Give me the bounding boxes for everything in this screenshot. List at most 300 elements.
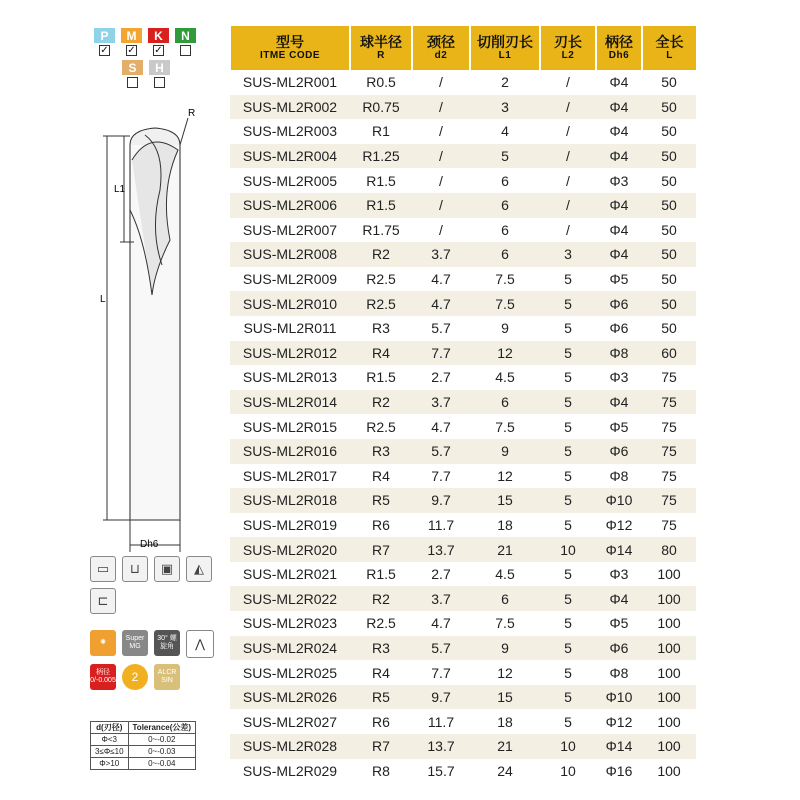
table-cell: Φ4: [596, 586, 642, 611]
table-cell: Φ4: [596, 144, 642, 169]
table-cell: 5.7: [412, 439, 470, 464]
table-cell: Φ8: [596, 341, 642, 366]
table-cell: SUS-ML2R016: [230, 439, 350, 464]
table-cell: SUS-ML2R009: [242, 271, 338, 288]
application-icons: [90, 556, 230, 620]
table-cell: 6: [501, 172, 509, 189]
table-cell: 5: [540, 439, 596, 464]
table-cell: 50: [642, 95, 696, 120]
table-cell: 75: [642, 488, 696, 513]
table-cell: R1.5: [350, 193, 412, 218]
table-cell: SUS-ML2R029: [242, 762, 338, 779]
table-cell: SUS-ML2R013: [242, 369, 338, 386]
table-cell: SUS-ML2R027: [242, 713, 338, 730]
tolerance-header-diameter: d(刃径): [91, 722, 129, 734]
alcrsin-coating-badge: [154, 664, 180, 690]
table-cell: 5: [540, 341, 596, 366]
table-cell: 11.7: [427, 516, 455, 533]
table-cell: SUS-ML2R012: [230, 341, 350, 366]
table-cell: 50: [642, 291, 696, 316]
table-row: [230, 365, 696, 390]
face-milling-icon: ▣: [154, 556, 180, 582]
table-cell: /: [439, 74, 443, 91]
table-cell: /: [566, 123, 570, 140]
table-cell: 5: [564, 516, 572, 533]
table-cell: R2.5: [350, 291, 412, 316]
grade-letter: H: [149, 60, 170, 75]
end-mill-drawing: [90, 100, 220, 560]
grade-n: [175, 28, 196, 56]
table-cell: 50: [642, 242, 696, 267]
material-grades: [94, 28, 206, 92]
table-cell: R6: [372, 713, 390, 730]
table-cell: 5.7: [412, 636, 470, 661]
table-cell: 3.7: [412, 586, 470, 611]
table-row: [230, 119, 696, 144]
table-cell: Φ6: [609, 320, 629, 337]
table-cell: 6: [470, 586, 540, 611]
table-cell: R4: [372, 467, 390, 484]
table-cell: 4.7: [431, 615, 451, 632]
checked-box-icon: ✓: [100, 45, 109, 56]
table-cell: R5: [350, 488, 412, 513]
table-cell: Φ10: [596, 488, 642, 513]
table-cell: Φ5: [609, 418, 629, 435]
column-header-en: Dh6: [608, 50, 630, 61]
table-cell: 12: [497, 664, 513, 681]
table-cell: 5: [540, 636, 596, 661]
table-cell: 5: [540, 390, 596, 415]
table-cell: 100: [642, 734, 696, 759]
two-flute-badge: [122, 664, 148, 690]
table-cell: /: [439, 172, 443, 189]
table-cell: 100: [642, 586, 696, 611]
table-cell: 13.7: [412, 537, 470, 562]
table-cell: 7.7: [431, 467, 451, 484]
tolerance-cell: Φ>10: [91, 758, 129, 770]
table-cell: R4: [372, 664, 390, 681]
table-cell: SUS-ML2R017: [242, 467, 338, 484]
table-cell: 7.5: [495, 615, 515, 632]
column-header-zh: 柄径: [605, 34, 633, 50]
table-cell: 75: [642, 439, 696, 464]
table-cell: Φ16: [605, 762, 633, 779]
table-cell: SUS-ML2R005: [242, 172, 338, 189]
table-cell: 4.7: [412, 291, 470, 316]
table-cell: 50: [661, 320, 677, 337]
table-cell: SUS-ML2R024: [230, 636, 350, 661]
feature-badges: [90, 630, 230, 696]
shank-tolerance-text: 柄径 0/-0.005: [90, 669, 116, 684]
table-row: [230, 390, 696, 415]
ramping-icon: ⊏: [90, 588, 116, 614]
tolerance-row: [91, 746, 196, 758]
table-cell: 3.7: [412, 390, 470, 415]
table-row: [230, 267, 696, 292]
tolerance-cell: 0~-0.02: [128, 734, 196, 746]
table-row: [230, 168, 696, 193]
table-row: [230, 586, 696, 611]
grade-h: [149, 60, 170, 88]
grade-m: [121, 28, 142, 56]
table-row: [230, 95, 696, 120]
table-cell: 15: [470, 685, 540, 710]
column-header-zh: 全长: [655, 34, 684, 50]
table-cell: 50: [661, 74, 677, 91]
grade-s: [122, 60, 143, 88]
table-cell: 10: [560, 762, 576, 779]
side-milling-icon: ▭: [90, 556, 116, 582]
table-cell: SUS-ML2R014: [230, 390, 350, 415]
grade-letter: N: [175, 28, 196, 43]
table-cell: /: [439, 221, 443, 238]
column-header: [540, 26, 596, 70]
table-cell: 4: [501, 123, 509, 140]
table-cell: R8: [372, 762, 390, 779]
empty-box-icon: [180, 45, 191, 56]
table-cell: 50: [642, 144, 696, 169]
table-cell: 3: [540, 242, 596, 267]
table-cell: Φ4: [596, 242, 642, 267]
table-cell: Φ4: [609, 74, 629, 91]
table-cell: SUS-ML2R026: [230, 685, 350, 710]
table-row: [230, 513, 696, 538]
table-cell: R6: [372, 516, 390, 533]
table-cell: 75: [642, 390, 696, 415]
table-cell: R1: [372, 123, 390, 140]
table-cell: 2.7: [431, 369, 451, 386]
table-cell: 5: [540, 685, 596, 710]
table-cell: Φ4: [596, 193, 642, 218]
column-header: [596, 26, 642, 70]
column-header-en: L1: [498, 50, 512, 61]
table-cell: 75: [661, 467, 677, 484]
table-cell: SUS-ML2R003: [242, 123, 338, 140]
table-cell: 7.5: [470, 291, 540, 316]
table-cell: R2.5: [366, 271, 396, 288]
super-mg-text: Super MG: [125, 635, 145, 650]
table-cell: /: [412, 95, 470, 120]
table-cell: 5: [564, 664, 572, 681]
helix-text: 30° 螺旋角: [157, 635, 177, 650]
table-cell: Φ4: [609, 221, 629, 238]
table-cell: Φ3: [609, 566, 629, 583]
table-cell: 9.7: [412, 488, 470, 513]
table-cell: 100: [657, 713, 681, 730]
table-cell: 7.7: [412, 341, 470, 366]
table-cell: R1.75: [362, 221, 400, 238]
table-cell: R3: [372, 320, 390, 337]
table-cell: 10: [540, 734, 596, 759]
table-cell: /: [412, 193, 470, 218]
column-header: [642, 26, 696, 70]
table-cell: 5: [564, 271, 572, 288]
super-mg-badge: [122, 630, 148, 656]
table-cell: Φ4: [609, 123, 629, 140]
table-row: [230, 341, 696, 366]
table-cell: 24: [497, 762, 513, 779]
table-cell: 15: [470, 488, 540, 513]
table-cell: SUS-ML2R025: [242, 664, 338, 681]
l1-label: L1: [114, 184, 126, 195]
table-cell: R7: [350, 734, 412, 759]
table-cell: 6: [470, 390, 540, 415]
table-cell: 5: [564, 467, 572, 484]
table-cell: 75: [661, 418, 677, 435]
table-cell: 5: [564, 320, 572, 337]
table-cell: 18: [497, 516, 513, 533]
table-cell: 6: [501, 221, 509, 238]
table-row: [230, 316, 696, 341]
column-header: [412, 26, 470, 70]
table-cell: R1.5: [366, 172, 396, 189]
table-row: [230, 414, 696, 439]
table-cell: 5: [564, 615, 572, 632]
table-cell: 13.7: [412, 734, 470, 759]
table-cell: 4.7: [431, 418, 451, 435]
table-cell: 100: [642, 636, 696, 661]
column-header-zh: 刃长: [554, 34, 582, 50]
table-cell: R1.5: [366, 566, 396, 583]
table-cell: R2: [350, 586, 412, 611]
table-row: [230, 611, 696, 636]
table-cell: SUS-ML2R006: [230, 193, 350, 218]
column-header-en: L2: [561, 50, 575, 61]
table-cell: Φ3: [609, 369, 629, 386]
table-cell: /: [566, 221, 570, 238]
table-cell: 100: [642, 685, 696, 710]
table-cell: Φ14: [596, 734, 642, 759]
table-row: [230, 636, 696, 661]
table-cell: SUS-ML2R021: [242, 566, 338, 583]
table-cell: R2: [350, 390, 412, 415]
column-header-en: L: [666, 50, 673, 61]
checked-box-icon: ✓: [127, 45, 136, 56]
table-cell: Φ4: [596, 390, 642, 415]
empty-box-icon: [127, 77, 138, 88]
table-cell: 3.7: [412, 242, 470, 267]
table-cell: Φ12: [605, 516, 633, 533]
column-header-en: d2: [434, 50, 448, 61]
table-cell: Φ6: [596, 291, 642, 316]
column-header-zh: 球半径: [360, 34, 402, 50]
table-cell: 5: [540, 291, 596, 316]
table-cell: 9: [501, 320, 509, 337]
table-cell: R2: [350, 242, 412, 267]
table-cell: 5: [564, 418, 572, 435]
table-cell: R0.5: [366, 74, 396, 91]
table-cell: 50: [642, 193, 696, 218]
table-row: [230, 660, 696, 685]
table-cell: 5: [564, 713, 572, 730]
table-cell: 10: [540, 537, 596, 562]
coolant-badge-icon: ✺: [90, 630, 116, 656]
table-cell: 5: [564, 566, 572, 583]
table-cell: /: [439, 123, 443, 140]
table-cell: 9: [470, 636, 540, 661]
grade-letter: K: [148, 28, 169, 43]
table-cell: Φ12: [605, 713, 633, 730]
radius-label: R: [188, 108, 196, 119]
table-cell: Φ6: [596, 439, 642, 464]
table-cell: R2.5: [366, 615, 396, 632]
table-cell: Φ14: [596, 537, 642, 562]
table-row: [230, 562, 696, 587]
tolerance-cell: 0~-0.03: [128, 746, 196, 758]
grade-letter: S: [122, 60, 143, 75]
tolerance-row: [91, 758, 196, 770]
table-cell: R5: [350, 685, 412, 710]
table-cell: R0.75: [350, 95, 412, 120]
coating-text: ALCR SIN: [157, 669, 177, 684]
table-cell: SUS-ML2R007: [242, 221, 338, 238]
table-cell: 100: [657, 664, 681, 681]
table-cell: 100: [657, 615, 681, 632]
grade-letter: M: [121, 28, 142, 43]
table-cell: 60: [642, 341, 696, 366]
table-row: [230, 291, 696, 316]
table-cell: 4.5: [495, 566, 515, 583]
table-cell: 2.7: [431, 566, 451, 583]
table-cell: Φ8: [609, 467, 629, 484]
table-cell: 12: [470, 341, 540, 366]
table-row: [230, 242, 696, 267]
column-header: [350, 26, 412, 70]
table-cell: R3: [350, 636, 412, 661]
table-cell: Φ5: [609, 615, 629, 632]
tolerance-cell: 0~-0.04: [128, 758, 196, 770]
table-cell: R7: [350, 537, 412, 562]
table-cell: 7.5: [495, 271, 515, 288]
profile-milling-icon: ◭: [186, 556, 212, 582]
table-cell: 21: [470, 537, 540, 562]
table-cell: 4.5: [495, 369, 515, 386]
table-cell: SUS-ML2R019: [242, 516, 338, 533]
table-cell: 15.7: [427, 762, 455, 779]
table-cell: 11.7: [427, 713, 455, 730]
tolerance-header-tolerance: Tolerance(公差): [128, 722, 196, 734]
table-cell: 5.7: [431, 320, 451, 337]
table-cell: 50: [661, 271, 677, 288]
table-cell: 2: [501, 74, 509, 91]
table-cell: Φ3: [609, 172, 629, 189]
table-row: [230, 488, 696, 513]
table-cell: /: [566, 74, 570, 91]
table-row: [230, 537, 696, 562]
table-cell: 4.7: [431, 271, 451, 288]
table-cell: /: [566, 172, 570, 189]
dh6-label: Dh6: [140, 539, 159, 550]
table-cell: /: [540, 193, 596, 218]
table-cell: SUS-ML2R001: [242, 74, 338, 91]
table-cell: SUS-ML2R015: [242, 418, 338, 435]
tolerance-row: [91, 734, 196, 746]
helix-30-badge: [154, 630, 180, 656]
l-label: L: [100, 294, 106, 305]
table-cell: SUS-ML2R020: [230, 537, 350, 562]
table-cell: 9: [470, 439, 540, 464]
table-cell: R2.5: [366, 418, 396, 435]
table-cell: SUS-ML2R022: [230, 586, 350, 611]
table-cell: SUS-ML2R008: [230, 242, 350, 267]
table-row: [230, 193, 696, 218]
table-row: [230, 439, 696, 464]
table-cell: R1.25: [350, 144, 412, 169]
cutting-edge-icon: ⋀: [186, 630, 214, 658]
table-cell: 9.7: [412, 685, 470, 710]
grade-k: [148, 28, 169, 56]
column-header-zh: 颈径: [427, 34, 455, 50]
table-cell: Φ5: [609, 271, 629, 288]
checked-box-icon: ✓: [154, 45, 163, 56]
table-cell: 50: [661, 123, 677, 140]
table-cell: 18: [497, 713, 513, 730]
table-cell: 5: [540, 586, 596, 611]
table-row: [230, 734, 696, 759]
table-cell: Φ8: [609, 664, 629, 681]
table-cell: 6: [470, 193, 540, 218]
table-cell: /: [540, 144, 596, 169]
table-cell: 75: [661, 369, 677, 386]
table-cell: R3: [350, 439, 412, 464]
table-row: [230, 464, 696, 489]
table-row: [230, 70, 696, 95]
table-cell: Φ4: [596, 95, 642, 120]
table-row: [230, 218, 696, 243]
table-cell: SUS-ML2R011: [243, 320, 337, 337]
slot-milling-icon: ⊔: [122, 556, 148, 582]
table-cell: /: [412, 144, 470, 169]
table-cell: 12: [497, 467, 513, 484]
tolerance-table: [90, 721, 196, 770]
table-row: [230, 709, 696, 734]
table-cell: 75: [661, 516, 677, 533]
table-cell: 50: [661, 172, 677, 189]
table-row: [230, 685, 696, 710]
column-header-zh: 切削刃长: [477, 34, 533, 50]
table-cell: 5: [470, 144, 540, 169]
tolerance-cell: 3≤Φ≤10: [91, 746, 129, 758]
spec-table: [229, 26, 696, 783]
table-cell: R1.5: [366, 369, 396, 386]
table-cell: 5: [540, 488, 596, 513]
shank-tolerance-badge: [90, 664, 116, 690]
tolerance-cell: Φ<3: [91, 734, 129, 746]
table-cell: R4: [350, 341, 412, 366]
column-header: [470, 26, 540, 70]
table-cell: 50: [661, 221, 677, 238]
column-header-zh: 型号: [276, 34, 304, 50]
table-cell: 6: [470, 242, 540, 267]
table-cell: SUS-ML2R023: [242, 615, 338, 632]
table-row: [230, 144, 696, 169]
table-row: [230, 759, 696, 784]
flute-count-text: 2: [131, 670, 139, 684]
column-header-en: R: [377, 50, 385, 61]
table-cell: SUS-ML2R028: [230, 734, 350, 759]
empty-box-icon: [154, 77, 165, 88]
table-cell: 80: [642, 537, 696, 562]
table-cell: 7.5: [495, 418, 515, 435]
table-cell: 100: [657, 566, 681, 583]
table-cell: 3: [470, 95, 540, 120]
table-cell: 5: [564, 369, 572, 386]
grade-letter: P: [94, 28, 115, 43]
table-cell: Φ6: [596, 636, 642, 661]
table-cell: 100: [657, 762, 681, 779]
table-cell: 21: [470, 734, 540, 759]
column-header-en: ITME CODE: [259, 50, 321, 61]
